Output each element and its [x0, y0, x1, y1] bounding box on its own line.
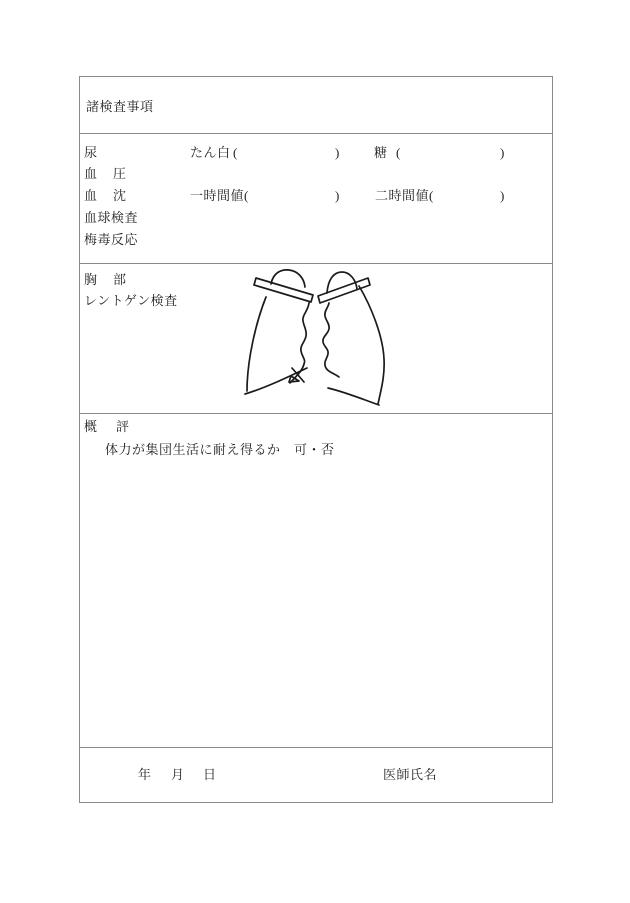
chest-label-char2: 部	[113, 272, 127, 287]
esr-two-hour-close-paren: )	[500, 188, 505, 203]
right-lung-apex-dome	[327, 272, 357, 293]
syphilis-test-label: 梅毒反応	[84, 232, 139, 247]
left-lung-inner-border	[290, 303, 309, 383]
sugar-open-paren: (	[396, 145, 401, 160]
right-lung-outer-border	[359, 286, 384, 404]
divider-below-chest-section	[80, 413, 552, 414]
exam-form-table	[79, 76, 553, 803]
protein-open-paren: (	[233, 145, 238, 160]
blood-cell-test-label: 血球検査	[84, 210, 139, 225]
sugar-label: 糖	[374, 145, 388, 160]
protein-label: たん白	[190, 145, 231, 160]
lung-diagram	[240, 264, 390, 410]
esr-two-hour-label: 二時間値(	[375, 188, 434, 203]
year-label: 年	[138, 767, 152, 782]
protein-close-paren: )	[335, 145, 340, 160]
urine-label: 尿	[84, 145, 98, 160]
doctor-name-label: 医師氏名	[383, 767, 438, 782]
day-label: 日	[203, 767, 217, 782]
right-lung-inner-border	[323, 303, 339, 377]
sugar-close-paren: )	[500, 145, 505, 160]
evaluation-label-char1: 概	[84, 419, 98, 434]
divider-below-title	[80, 133, 552, 134]
esr-one-hour-close-paren: )	[335, 188, 340, 203]
fitness-question: 体力が集団生活に耐え得るか 可・否	[105, 442, 335, 457]
form-title: 諸検査事項	[86, 99, 154, 114]
month-label: 月	[171, 767, 185, 782]
left-lung-outer-border	[247, 297, 266, 391]
evaluation-label-char2: 評	[116, 419, 130, 434]
esr-char1: 血	[84, 188, 98, 203]
divider-above-footer	[80, 747, 552, 748]
xray-exam-label: レントゲン検査	[84, 293, 178, 308]
blood-pressure-char1: 血	[84, 166, 98, 181]
esr-one-hour-label: 一時間値(	[190, 188, 249, 203]
chest-label-char1: 胸	[84, 272, 98, 287]
blood-pressure-char2: 圧	[113, 166, 127, 181]
right-lung-diaphragm	[328, 388, 379, 405]
esr-char2: 沈	[113, 188, 127, 203]
